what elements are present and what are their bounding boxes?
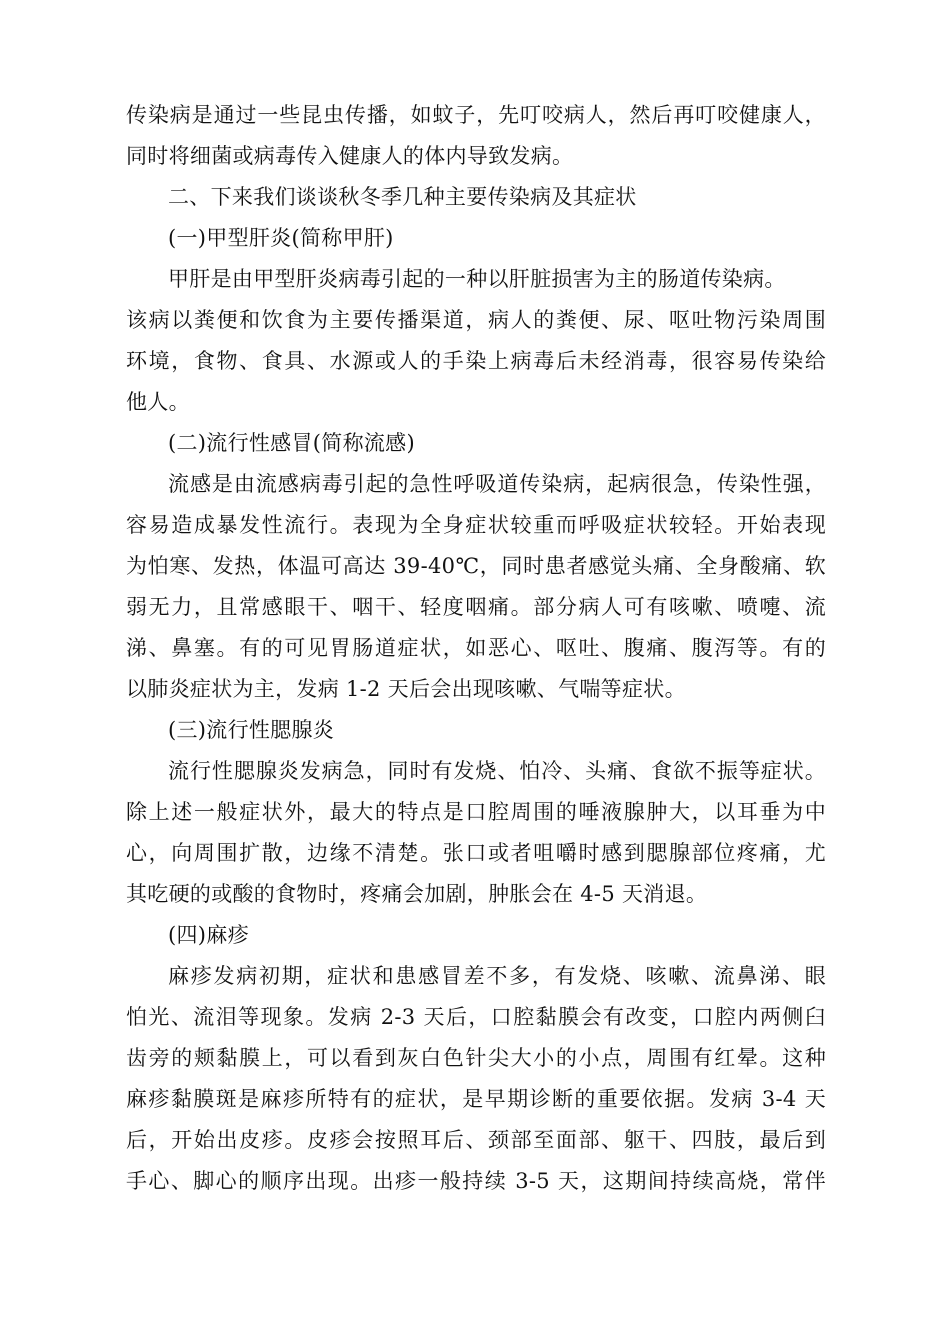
text-line: 后，开始出皮疹。皮疹会按照耳后、颈部至面部、躯干、四肢，最后到 — [126, 1128, 826, 1152]
text-line: 甲肝是由甲型肝炎病毒引起的一种以肝脏损害为主的肠道传染病。 — [168, 267, 786, 291]
text-line: 容易造成暴发性流行。表现为全身症状较重而呼吸症状较轻。开始表现 — [126, 513, 826, 537]
subsection-heading: (二)流行性感冒(简称流感) — [168, 431, 415, 455]
text-line: 心，向周围扩散，边缘不清楚。张口或者咀嚼时感到腮腺部位疼痛，尤 — [126, 841, 826, 865]
text-line: 齿旁的颊黏膜上，可以看到灰白色针尖大小的小点，周围有红晕。这种 — [126, 1046, 826, 1070]
text-line: 为怕寒、发热，体温可高达 39-40℃，同时患者感觉头痛、全身酸痛、软 — [126, 554, 826, 578]
text-line: 流行性腮腺炎发病急，同时有发烧、怕冷、头痛、食欲不振等症状。 — [168, 759, 826, 783]
text-line: 麻疹发病初期，症状和患感冒差不多，有发烧、咳嗽、流鼻涕、眼 — [168, 964, 826, 988]
text-line: 其吃硬的或酸的食物时，疼痛会加剧，肿胀会在 4-5 天消退。 — [126, 882, 708, 906]
text-line: 该病以粪便和饮食为主要传播渠道，病人的粪便、尿、呕吐物污染周围 — [126, 308, 826, 332]
text-line: 传染病是通过一些昆虫传播，如蚊子，先叮咬病人，然后再叮咬健康人， — [126, 103, 826, 127]
text-line: 手心、脚心的顺序出现。出疹一般持续 3-5 天，这期间持续高烧，常伴 — [126, 1169, 826, 1193]
text-line: 以肺炎症状为主，发病 1-2 天后会出现咳嗽、气喘等症状。 — [126, 677, 686, 701]
text-line: 怕光、流泪等现象。发病 2-3 天后，口腔黏膜会有改变，口腔内两侧臼 — [126, 1005, 826, 1029]
text-line: 环境，食物、食具、水源或人的手染上病毒后未经消毒，很容易传染给 — [126, 349, 826, 373]
text-line: 麻疹黏膜斑是麻疹所特有的症状，是早期诊断的重要依据。发病 3-4 天 — [126, 1087, 826, 1111]
text-line: 涕、鼻塞。有的可见胃肠道症状，如恶心、呕吐、腹痛、腹泻等。有的 — [126, 636, 826, 660]
section-heading: 二、下来我们谈谈秋冬季几种主要传染病及其症状 — [168, 185, 637, 209]
text-line: 同时将细菌或病毒传入健康人的体内导致发病。 — [126, 144, 574, 168]
text-line: 他人。 — [126, 390, 190, 414]
subsection-heading: (三)流行性腮腺炎 — [168, 718, 335, 742]
subsection-heading: (一)甲型肝炎(简称甲肝) — [168, 226, 394, 250]
text-line: 除上述一般症状外，最大的特点是口腔周围的唾液腺肿大，以耳垂为中 — [126, 800, 826, 824]
subsection-heading: (四)麻疹 — [168, 923, 249, 947]
text-line: 流感是由流感病毒引起的急性呼吸道传染病，起病很急，传染性强， — [168, 472, 826, 496]
text-line: 弱无力，且常感眼干、咽干、轻度咽痛。部分病人可有咳嗽、喷嚏、流 — [126, 595, 826, 619]
